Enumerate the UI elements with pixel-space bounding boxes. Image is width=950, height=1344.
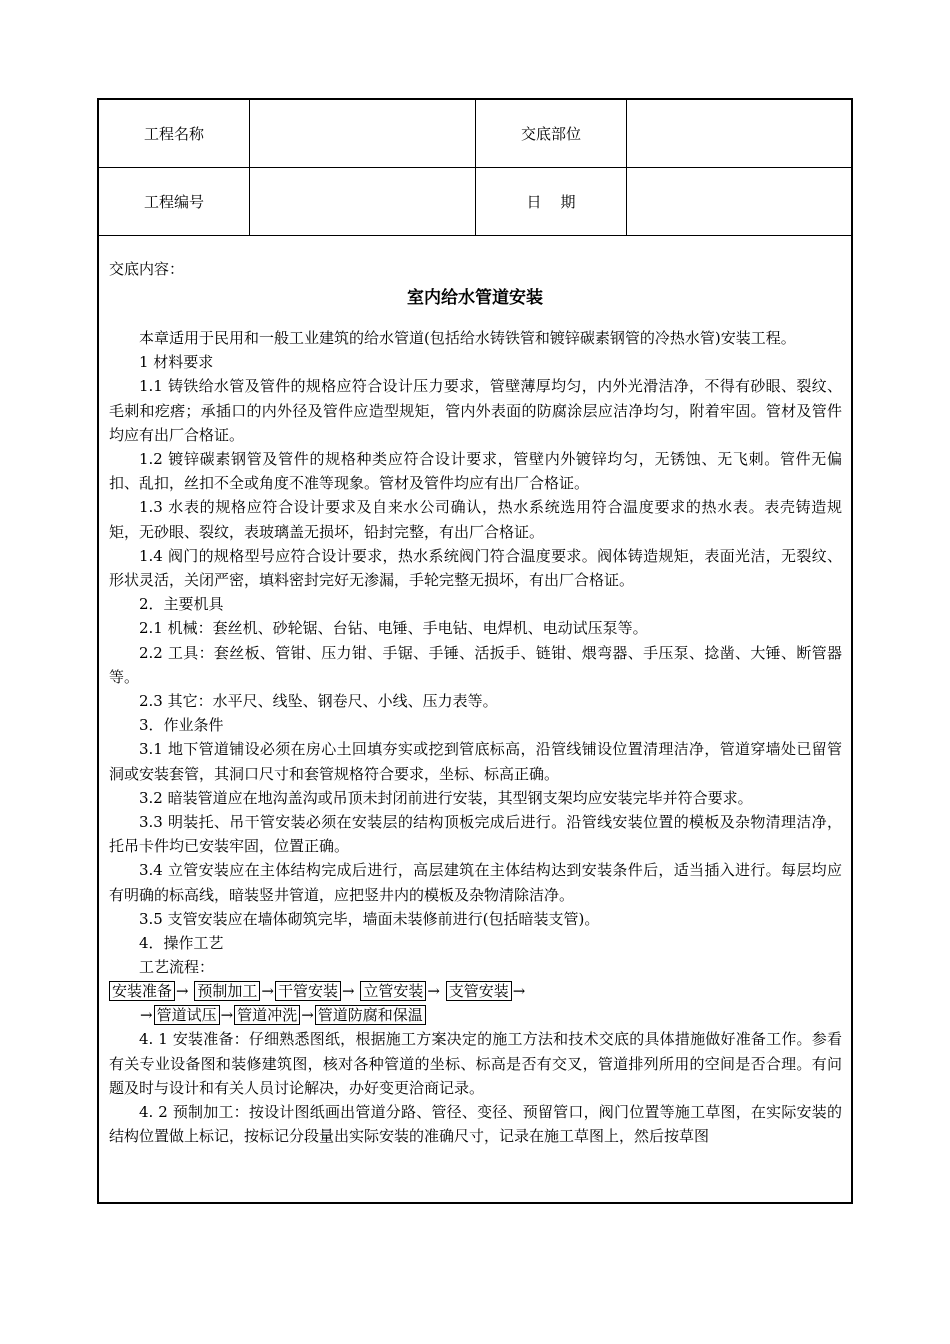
paragraph: 1.4 阀门的规格型号应符合设计要求，热水系统阀门符合温度要求。阀体铸造规矩，表面光洁，无裂纹、形状灵活，关闭严密，填料密封完好无渗漏，手轮完整无损坏，有出厂合格证。 xyxy=(109,546,842,590)
project-name-label: 工程名称 xyxy=(99,100,250,167)
paragraph: 3.3 明装托、吊干管安装必须在安装层的结构顶板完成后进行。沿管线安装位置的模板及杂物清理洁净，托吊卡件均已安装牢固，位置正确。 xyxy=(109,813,842,856)
disclosure-form xyxy=(97,98,853,1204)
arrow-icon: → xyxy=(512,982,526,1001)
section-heading: 2．主要机具 xyxy=(139,595,224,614)
arrow-icon: → xyxy=(341,982,355,1001)
flow-step: 支管安装 xyxy=(446,981,512,1001)
flow-step: 预制加工 xyxy=(194,981,260,1001)
arrow-icon: → xyxy=(427,982,440,1001)
section-heading: 1 材料要求 xyxy=(139,353,214,372)
paragraph: 3.1 地下管道铺设必须在房心土回填夯实或挖到管底标高，沿管线铺设位置清理洁净，管道穿墙处已留管洞或安装套管，其洞口尺寸和套管规格符合要求，坐标、标高正确。 xyxy=(109,740,842,783)
document-title: 室内给水管道安装 xyxy=(407,288,543,308)
content-label: 交底内容： xyxy=(109,260,185,278)
project-number-value[interactable] xyxy=(250,168,476,235)
paragraph: 1.2 镀锌碳素钢管及管件的规格种类应符合设计要求，管壁内外镀锌均匀，无锈蚀、无飞刺。管件无偏扣、乱扣，丝扣不全或角度不准等现象。管材及管件均应有出厂合格证。 xyxy=(109,450,842,493)
date-value[interactable] xyxy=(627,168,851,235)
flow-step: 管道防腐和保温 xyxy=(315,1005,426,1025)
project-name-value[interactable] xyxy=(250,100,476,167)
paragraph: 3.5 支管安装应在墙体砌筑完毕，墙面未装修前进行(包括暗装支管)。 xyxy=(139,909,600,928)
process-flow-line-2 xyxy=(109,1003,842,1027)
flow-step: 安装准备 xyxy=(109,981,175,1001)
paragraph: 4. 2 预制加工：按设计图纸画出管道分路、管径、变径、预留管口，阀门位置等施工草图，在实际安装的结构位置做上标记，按标记分段量出实际安装的准确尺寸，记录在施工草图上，然后按草图 xyxy=(109,1103,842,1146)
paragraph: 4. 1 安装准备：仔细熟悉图纸，根据施工方案决定的施工方法和技术交底的具体措施做好准备工作。参看有关专业设备图和装修建筑图，核对各种管道的坐标、标高是否有交叉，管道排列所用的空间是否合理。有问题及时与设计和有关人员讨论解决，办好变更洽商记录。 xyxy=(109,1030,842,1097)
paragraph: 本章适用于民用和一般工业建筑的给水管道(包括给水铸铁管和镀锌碳素钢管的冷热水管)安装工程。 xyxy=(139,329,796,347)
flow-step: 干管安装 xyxy=(275,981,341,1001)
project-number-label: 工程编号 xyxy=(99,168,250,235)
paragraph: 2.2 工具：套丝板、管钳、压力钳、手锯、手锤、活扳手、链钳、煨弯器、手压泵、捻凿、大锤、断管器等。 xyxy=(109,643,842,686)
paragraph: 3.4 立管安装应在主体结构完成后进行，高层建筑在主体结构达到安装条件后，适当插入进行。每层均应有明确的标高线，暗装竖井管道，应把竖井内的模板及杂物清除洁净。 xyxy=(109,861,842,904)
section-heading: 3．作业条件 xyxy=(139,716,224,735)
header-row-project-name xyxy=(99,100,851,168)
arrow-icon: → xyxy=(220,1006,234,1025)
disclosure-part-value[interactable] xyxy=(627,100,851,167)
paragraph: 2.3 其它：水平尺、线坠、钢卷尺、小线、压力表等。 xyxy=(139,692,498,711)
arrow-icon: → xyxy=(176,982,189,1001)
paragraph: 1.3 水表的规格应符合设计要求及自来水公司确认，热水系统选用符合温度要求的热水表。表壳铸造规矩，无砂眼、裂纹，表玻璃盖无损坏，铅封完整，有出厂合格证。 xyxy=(109,498,842,541)
header-row-project-number xyxy=(99,168,851,236)
arrow-icon: → xyxy=(140,1006,153,1025)
flow-step: 立管安装 xyxy=(360,981,426,1001)
arrow-icon: → xyxy=(301,1006,314,1025)
flow-step: 管道冲洗 xyxy=(234,1005,300,1025)
date-label: 日 期 xyxy=(476,168,627,235)
arrow-icon: → xyxy=(261,982,274,1001)
flow-label: 工艺流程： xyxy=(139,958,215,977)
flow-step: 管道试压 xyxy=(154,1005,220,1025)
disclosure-part-label: 交底部位 xyxy=(476,100,627,167)
paragraph: 2.1 机械：套丝机、砂轮锯、台钻、电锤、手电钻、电焊机、电动试压泵等。 xyxy=(139,619,648,638)
paragraph: 1.1 铸铁给水管及管件的规格应符合设计压力要求，管壁薄厚均匀，内外光滑洁净，不得有砂眼、裂纹、毛刺和疙瘩；承插口的内外径及管件应造型规矩，管内外表面的防腐涂层应洁净均匀，附着牢固。管材及管件均应有出厂合格证。 xyxy=(109,377,842,444)
process-flow-line-1 xyxy=(109,979,842,1003)
section-heading: 4．操作工艺 xyxy=(139,934,224,953)
document-body xyxy=(109,326,842,1149)
paragraph: 3.2 暗装管道应在地沟盖沟或吊顶未封闭前进行安装，其型钢支架均应安装完毕并符合要求。 xyxy=(139,788,753,807)
